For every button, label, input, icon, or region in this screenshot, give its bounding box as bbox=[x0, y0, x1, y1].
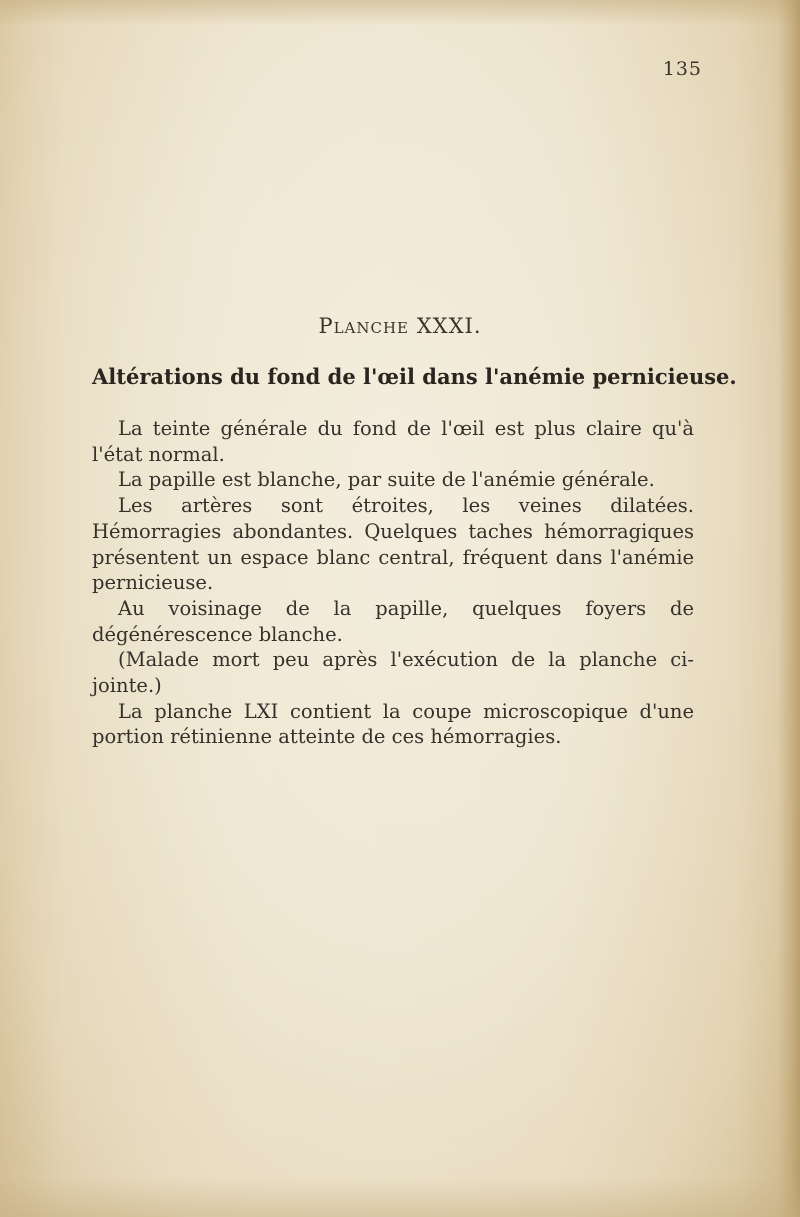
paragraph: La papille est blanche, par suite de l'anémie générale. bbox=[118, 468, 655, 492]
description-text bbox=[92, 416, 694, 750]
page-number: 135 bbox=[662, 58, 702, 80]
paragraph: (Malade mort peu après l'exécution de la planche ci-jointe.) bbox=[92, 648, 694, 698]
page-bottom-shadow bbox=[0, 1177, 800, 1217]
page-heading: Altérations du fond de l'œil dans l'anémie pernicieuse. bbox=[92, 364, 737, 389]
paragraph: La teinte générale du fond de l'œil est plus claire qu'à l'état normal. bbox=[92, 417, 694, 466]
plate-numeral: XXXI. bbox=[416, 314, 482, 338]
page-top-shadow bbox=[0, 0, 800, 26]
plate-title bbox=[0, 314, 800, 338]
paragraph: Les artères sont étroites, les veines dilatées. Hémorragies abondantes. Quelques taches hémorragiques présentent un espace blanc central, fréquent dans l'anémie pernicieuse. bbox=[92, 494, 694, 595]
page-edge-shadow bbox=[778, 0, 800, 1217]
paragraph: La planche LXI contient la coupe microscopique d'une portion rétinienne atteinte de ces hémorragies. bbox=[92, 699, 694, 749]
paragraph: Au voisinage de la papille, quelques foyers de dégénérescence blanche. bbox=[92, 596, 694, 646]
plate-prefix: Planche bbox=[318, 314, 410, 338]
